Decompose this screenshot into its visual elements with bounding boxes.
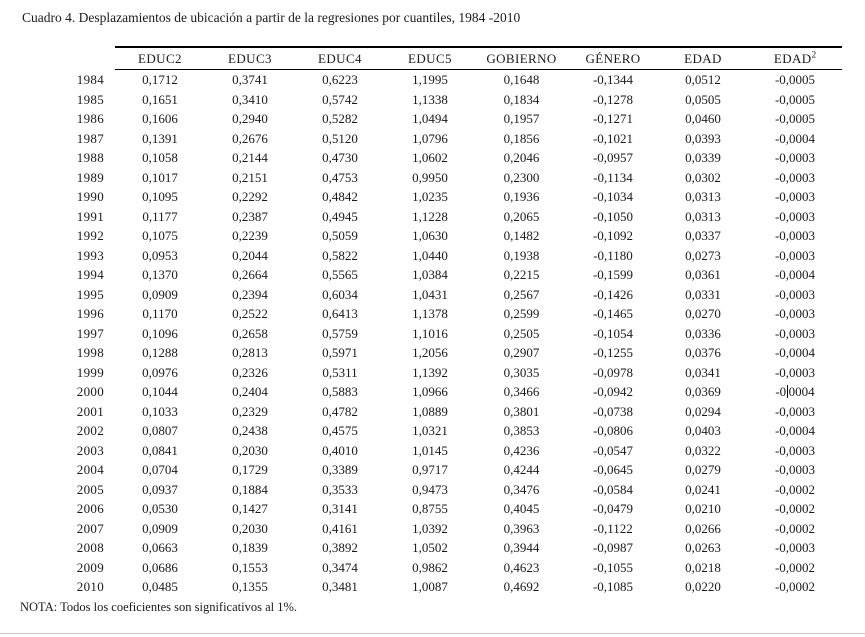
table-cell: -0,1278 [592,91,634,107]
table-cell: 0,0841 [142,442,178,458]
table-cell: -0,0003 [774,325,816,341]
table-cell: 0,0313 [685,189,721,204]
table-row [57,207,842,227]
table-cell: -0,0645 [592,462,634,477]
row-year: 1997 [76,325,104,341]
column-header-educ4: EDUC4 [295,47,385,70]
table-row [57,343,842,363]
table-cell: 0,2065 [503,208,540,224]
table-cell: 0,0337 [685,228,721,243]
table-cell: 1,0966 [412,384,448,399]
table-cell: 0,1177 [142,208,178,224]
table-cell: 1,0321 [412,423,448,438]
row-year: 2007 [76,520,104,536]
row-year: 2008 [76,540,104,555]
row-year: 1986 [76,111,104,126]
table-row [57,480,842,500]
table-cell: -0,1092 [592,228,634,243]
row-year: 1995 [76,286,104,302]
table-cell: -0,0942 [592,384,634,399]
table-cell: 0,0336 [685,325,721,341]
table-cell: 0,3892 [322,540,358,555]
table-cell: -0,0987 [592,540,634,555]
table-cell: 0,0663 [142,540,178,555]
table-cell: -0,0005 [774,72,816,87]
table-cell: 0,1553 [232,559,268,575]
table-cell: -0,0004 [774,267,816,282]
table-cell: 0,2326 [232,364,268,380]
table-cell: 1,1995 [412,72,448,87]
table-cell: 1,0796 [412,130,448,146]
table-row [57,382,842,402]
table-row [57,168,842,188]
table-cell: -0,1085 [592,579,634,594]
table-cell: 0,5759 [322,325,358,341]
table-cell: 0,2046 [503,150,540,165]
table-cell: 0,0393 [685,130,721,146]
table-cell: 0,4045 [503,501,540,516]
table-cell: 0,0273 [685,247,721,263]
table-cell: -0,0002 [774,579,816,594]
table-cell: 1,1392 [412,364,448,380]
table-cell: 0,4010 [322,442,358,458]
row-year: 1988 [76,150,104,165]
table-row [57,460,842,480]
row-year: 1991 [76,208,104,224]
table-cell: 1,0087 [412,579,448,594]
table-cell: -0,0005 [774,111,816,126]
table-cell: 0,8755 [412,501,448,516]
table-row [57,109,842,129]
table-cell: 0,1482 [503,228,540,243]
table-cell: 1,1378 [412,306,448,321]
table-cell: 0,9473 [412,481,448,497]
table-cell: 0,1712 [142,72,178,87]
page-bottom-divider [0,633,865,634]
table-cell: 0,4161 [322,520,358,536]
table-cell: -0,0003 [774,208,816,224]
table-row [57,70,842,90]
table-cell: 1,0440 [412,247,448,263]
table-row [57,441,842,461]
table-cell: 0,0210 [685,501,721,516]
table-cell: 1,0392 [412,520,448,536]
year-column-header [57,47,115,70]
table-cell: -0,0004 [774,345,816,360]
table-cell: 1,1016 [412,325,448,341]
table-cell: 1,1338 [412,91,448,107]
column-header-edad2: EDAD$^2$ [748,47,842,70]
table-cell: 0,2664 [232,267,268,282]
table-cell: 0,4842 [322,189,358,204]
table-cell: 0,1058 [142,150,178,165]
table-cell: 0,3944 [503,540,540,555]
table-cell: -0,0003 [774,189,816,204]
table-cell: 0,2599 [503,306,540,321]
table-cell: 0,0403 [685,423,721,438]
row-year: 1987 [76,130,104,146]
table-cell: -0,0003 [774,462,816,477]
table-cell: 1,0630 [412,228,448,243]
table-cell: -0,0003 [774,169,816,185]
table-cell: 0,0361 [685,267,721,282]
table-cell: 0,1606 [142,111,178,126]
row-year: 1989 [76,169,104,185]
table-cell: 0,0485 [142,579,178,594]
table-cell: 0,1856 [503,130,540,146]
table-row [57,363,842,383]
table-cell: -0,0003 [774,364,816,380]
table-row [57,304,842,324]
table-cell: 0,1427 [232,501,268,516]
table-cell: 0,1884 [232,481,268,497]
table-cell: 0,0530 [142,501,178,516]
table-cell: -0,0978 [592,364,634,380]
table-cell: 0,5971 [322,345,358,360]
table-cell: -0,0003 [774,228,816,243]
table-cell: 0,2044 [232,247,268,263]
table-cell: 0,1839 [232,540,268,555]
table-cell: 0,2940 [232,111,268,126]
table-cell: 0,2151 [232,169,268,185]
table-row [57,226,842,246]
table-cell: 0,0331 [685,286,721,302]
table-cell: -0,0738 [592,403,634,419]
table-cell: 0,2292 [232,189,268,204]
table-cell: 0,2329 [232,403,268,419]
table-cell: 0,0339 [685,150,721,165]
table-cell: 0,0704 [142,462,178,477]
table-cell: 0,3481 [322,579,358,594]
table-cell: 0,2522 [232,306,268,321]
table-cell: 0,1651 [142,91,178,107]
table-cell: -0,1465 [592,306,634,321]
table-cell: 0,5565 [322,267,358,282]
table-cell: 0,3853 [503,423,540,438]
row-year: 1994 [76,267,104,282]
table-cell: -0,1180 [593,247,633,263]
table-cell: 0,9950 [412,169,448,185]
table-row [57,577,842,597]
table-cell: 1,0602 [412,150,448,165]
table-cell: -0,0004 [774,423,816,438]
table-row [57,148,842,168]
table-cell: 0,2387 [232,208,268,224]
table-cell: 0,1648 [503,72,540,87]
table-cell: 0,1033 [142,403,178,419]
table-cell: 0,0505 [685,91,721,107]
table-cell: 1,0502 [412,540,448,555]
table-cell: 0,4236 [503,442,540,458]
row-year: 2000 [76,384,104,399]
table-cell: 0,2144 [232,150,268,165]
table-cell: 0,4753 [322,169,358,185]
table-row [57,558,842,578]
table-cell: 0,3410 [232,91,268,107]
table-cell: -0,1599 [592,267,634,282]
table-cell: 0,5059 [322,228,358,243]
column-header-género: GÉNERO [568,47,658,70]
table-cell: 1,0431 [412,286,448,302]
table-cell: 0,4244 [503,462,540,477]
table-cell: 0,0266 [685,520,721,536]
table-cell: 0,2404 [232,384,268,399]
table-cell: 0,9717 [412,462,448,477]
table-cell: -0,0005 [774,91,816,107]
table-cell: 0,1957 [503,111,540,126]
table-cell: 0,3474 [322,559,358,575]
table-cell: 0,1170 [142,306,178,321]
table-cell: 0,0263 [685,540,721,555]
table-cell: 0,3035 [503,364,540,380]
table-cell: 0,0220 [685,579,721,594]
table-row [57,402,842,422]
table-cell: 0,0937 [142,481,178,497]
table-cell: 0,0807 [142,423,178,438]
column-header-educ2: EDUC2 [115,47,205,70]
table-cell: -0 0004 [775,384,815,399]
table-cell: 0,1938 [503,247,540,263]
row-year: 1999 [76,364,104,380]
table-cell: -0,1034 [592,189,634,204]
table-cell: 0,5822 [322,247,358,263]
table-cell: 0,2030 [232,442,268,458]
table-cell: 0,2907 [503,345,540,360]
table-cell: 1,1228 [412,208,448,224]
table-row [57,246,842,266]
table-cell: 0,1017 [142,169,178,185]
table-cell: 0,4575 [322,423,358,438]
table-cell: 0,2505 [503,325,540,341]
table-cell: 0,0218 [685,559,721,575]
row-year: 1993 [76,247,104,263]
table-cell: 0,5883 [322,384,358,399]
table-cell: -0,1426 [592,286,634,302]
table-cell: 0,0279 [685,462,721,477]
table-cell: -0,0003 [774,540,816,555]
table-cell: -0,0547 [592,442,634,458]
table-cell: 0,3389 [322,462,358,477]
table-cell: 0,1044 [142,384,178,399]
table-cell: 0,0241 [685,481,721,497]
table-cell: 0,0909 [142,520,178,536]
row-year: 2006 [76,501,104,516]
table-cell: 0,2394 [232,286,268,302]
table-cell: 0,1288 [142,345,178,360]
table-cell: -0,0584 [592,481,634,497]
table-row [57,187,842,207]
table-row [57,538,842,558]
table-row [57,129,842,149]
column-header-gobierno: GOBIERNO [475,47,568,70]
table-row [57,499,842,519]
table-row [57,519,842,539]
table-cell: -0,0004 [774,130,816,146]
table-row [57,265,842,285]
table-cell: 0,0322 [685,442,721,458]
table-cell: -0,0002 [774,559,816,575]
table-cell: -0,1050 [592,208,634,224]
table-cell: 0,0369 [685,384,721,399]
table-cell: 0,0460 [685,111,721,126]
table-cell: -0,0002 [774,501,816,516]
table-cell: -0,0003 [774,442,816,458]
row-year: 2002 [76,423,104,438]
table-cell: 0,0512 [685,72,721,87]
coefficients-table [57,46,842,597]
table-header [57,47,842,70]
table-cell: 0,3741 [232,72,268,87]
table-cell: 0,4730 [322,150,358,165]
header-row [57,47,842,70]
row-year: 1985 [76,91,104,107]
table-cell: 0,0686 [142,559,178,575]
table-cell: 0,2030 [232,520,268,536]
table-cell: 0,3466 [503,384,540,399]
table-cell: 0,9862 [412,559,448,575]
table-cell: 1,0145 [412,442,448,458]
row-year: 1984 [76,71,104,87]
table-cell: 0,3141 [322,501,358,516]
table-cell: 0,1936 [503,189,540,204]
table-cell: -0,1055 [592,559,634,575]
table-cell: -0,0003 [774,286,816,302]
table-cell: 0,1834 [503,91,540,107]
table-cell: 0,5742 [322,91,358,107]
table-cell: 0,0953 [142,247,178,263]
row-year: 2009 [76,559,104,575]
table-cell: 0,0909 [142,286,178,302]
table-cell: 0,5120 [322,130,358,146]
table-cell: 0,1370 [142,267,178,282]
table-cell: 0,0294 [685,403,721,419]
row-year: 1990 [76,189,104,204]
table-cell: -0,0002 [774,481,816,497]
table-cell: 1,2056 [412,345,448,360]
table-cell: 0,0313 [685,208,721,224]
table-cell: 1,0494 [412,111,448,126]
table-cell: 0,6413 [322,306,358,321]
table-cell: 0,5282 [322,111,358,126]
table-body [57,70,842,597]
table-cell: -0,1255 [592,345,634,360]
table-cell: 0,4945 [322,208,358,224]
table-row [57,324,842,344]
row-year: 2001 [76,403,104,419]
table-cell: 1,0384 [412,267,448,282]
table-cell: 0,6223 [322,72,358,87]
table-row [57,421,842,441]
table-cell: 0,0341 [685,364,721,380]
table-cell: 0,5311 [322,364,358,380]
table-caption: Cuadro 4. Desplazamientos de ubicación a partir de la regresiones por cuantiles, 1984 -2010 [22,10,521,25]
table-row [57,90,842,110]
table-cell: 0,3801 [503,403,540,419]
table-cell: 0,2676 [232,130,268,146]
table-cell: 0,2215 [503,267,540,282]
table-cell: 0,1075 [142,228,178,243]
table-cell: -0,1344 [592,72,634,87]
table-cell: -0,0003 [774,150,816,165]
table-cell: -0,1021 [592,130,634,146]
table-footnote: NOTA: Todos los coeficientes son significativos al 1%. [20,600,298,614]
table-cell: 1,0889 [412,403,448,419]
table-cell: 0,2813 [232,345,268,360]
table-cell: -0,0479 [592,501,634,516]
table-cell: 0,1355 [232,579,268,594]
table-cell: 0,0376 [685,345,721,360]
table-cell: -0,1134 [593,169,633,185]
table-cell: 0,1729 [232,462,268,477]
table-cell: 0,3476 [503,481,540,497]
row-year: 2005 [76,481,104,497]
table-cell: 0,2239 [232,228,268,243]
table-cell: -0,1054 [592,325,634,341]
column-header-educ5: EDUC5 [385,47,475,70]
table-row [57,285,842,305]
table-cell: -0,0003 [774,403,816,419]
table-cell: 0,1096 [142,325,178,341]
table-cell: 0,0302 [685,169,721,185]
table-cell: 0,2567 [503,286,540,302]
table-cell: 0,0270 [685,306,721,321]
table-cell: 0,4623 [503,559,540,575]
row-year: 2003 [76,442,104,458]
table-cell: 1,0235 [412,189,448,204]
table-cell: 0,3533 [322,481,358,497]
table-cell: 0,2300 [503,169,540,185]
table-cell: -0,0002 [774,520,816,536]
table-cell: 0,2438 [232,423,268,438]
table-cell: 0,1095 [142,189,178,204]
table-cell: 0,3963 [503,520,540,536]
row-year: 1998 [76,345,104,360]
table-cell: 0,1391 [142,130,178,146]
table-cell: -0,1271 [592,111,634,126]
table-cell: 0,4782 [322,403,358,419]
table-cell: -0,0003 [774,247,816,263]
column-header-educ3: EDUC3 [205,47,295,70]
row-year: 1996 [76,306,104,321]
table-cell: 0,4692 [503,579,540,594]
table-cell: 0,6034 [322,286,358,302]
row-year: 2004 [76,462,104,477]
table-cell: -0,0806 [592,423,634,438]
table-cell: 0,0976 [142,364,178,380]
column-header-edad: EDAD [658,47,748,70]
row-year: 1992 [76,228,104,243]
row-year: 2010 [76,579,104,594]
table-cell: -0,0003 [774,306,816,321]
table-cell: -0,0957 [592,150,634,165]
table-cell: -0,1122 [593,520,633,536]
table-cell: 0,2658 [232,325,268,341]
